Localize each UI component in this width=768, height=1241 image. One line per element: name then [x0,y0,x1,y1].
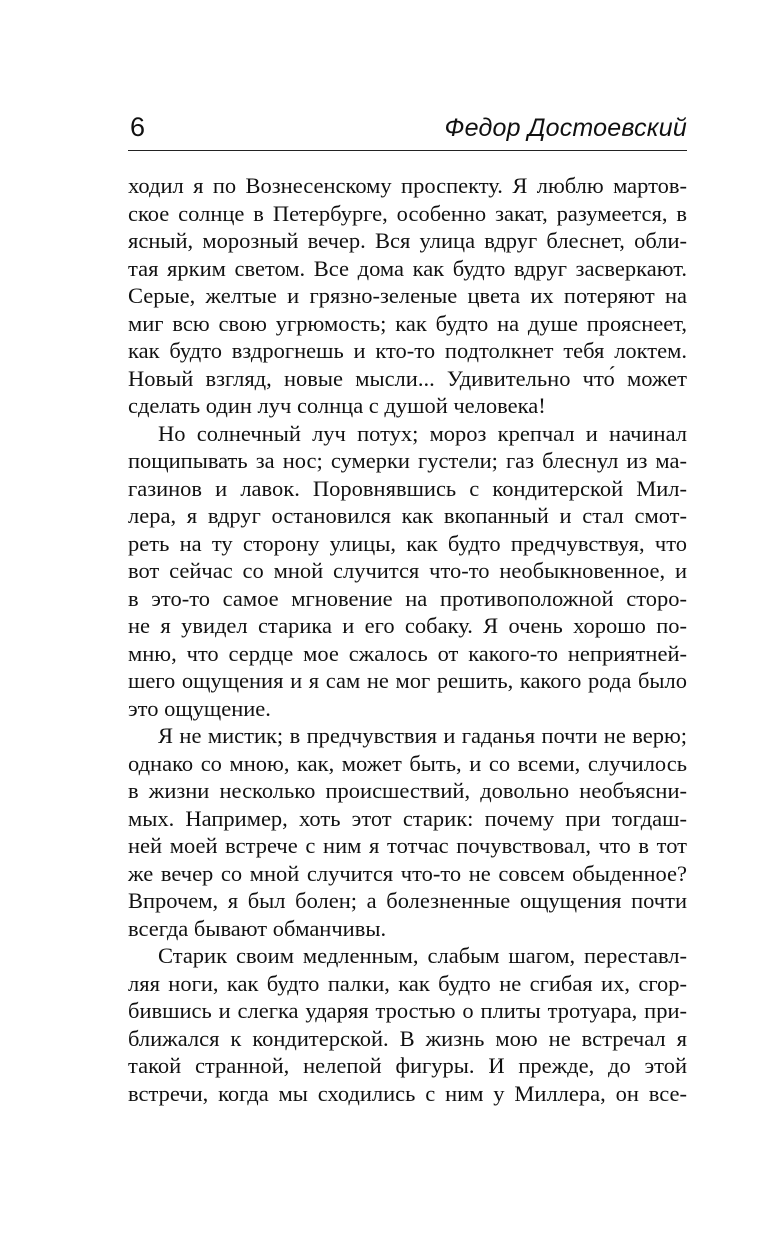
text-line: пощипывать за нос; сумерки густели; газ блеснул из ма- [128,448,687,473]
text-line: в жизни несколько происшествий, довольно необъясни- [128,778,687,803]
text-line: лера, я вдруг остановился как вкопанный и стал смот- [128,503,687,528]
text-line: бившись и слегка ударяя тростью о плиты тротуара, при- [128,998,687,1023]
text-line: шего ощущения и я сам не мог решить, какого рода было [128,668,687,693]
text-line: Впрочем, я был болен; а болезненные ощущения почти [128,888,687,913]
text-line: ней моей встрече с ним я тотчас почувствовал, что в тот [128,833,687,858]
page-number: 6 [130,112,146,142]
text-line: ближался к кондитерской. В жизнь мою не встречал я [128,1025,687,1051]
text-line: однако со мною, как, может быть, и со всеми, случилось [128,750,687,776]
text-line: реть на ту сторону улицы, как будто предчувствуя, что [128,530,687,556]
text-line: Я не мистик; в предчувствия и гаданья почти не верю; [158,723,687,748]
paragraph [128,172,687,420]
text-line: как будто вздрогнешь и кто-то подтолкнет тебя локтем. [128,338,687,363]
text-line: это ощущение. [128,695,271,721]
text-line: ходил я по Вознесенскому проспекту. Я люблю мартов- [128,173,687,198]
text-line: газинов и лавок. Поровнявшись с кондитерской Мил- [128,475,687,501]
text-line: же вечер со мной случится что-то не совсем обыденное? [128,860,687,886]
paragraph [128,420,687,723]
text-line: в это-то самое мгновение на противоположной сторо- [128,585,687,611]
paragraph [128,722,687,942]
text-line: миг всю свою угрюмость; как будто на душе прояснеет, [128,310,687,336]
text-line: такой странной, нелепой фигуры. И прежде, до этой [128,1053,687,1078]
text-line: всегда бывают обманчивы. [128,915,387,941]
text-line: тая ярким светом. Все дома как будто вдруг засверкают. [128,255,687,281]
text-line: сделать один луч солнца с душой человека! [128,393,546,418]
running-header [128,106,687,151]
text-line: Новый взгляд, новые мысли... Удивительно что́ может [128,365,687,391]
text-line: Старик своим медленным, слабым шагом, переставл- [158,943,687,968]
paragraph [128,942,687,1107]
body-text [128,172,687,1107]
text-line: не я увидел старика и его собаку. Я очень хорошо по- [128,613,687,638]
text-line: ляя ноги, как будто палки, как будто не сгибая их, сгор- [128,970,687,996]
text-line: Серые, желтые и грязно-зеленые цвета их потеряют на [128,283,687,308]
text-line: мых. Например, хоть этот старик: почему при тогдаш- [128,805,687,831]
text-line: Но солнечный луч потух; мороз крепчал и начинал [158,420,687,446]
text-line: мню, что сердце мое сжалось от какого-то неприятней- [128,640,687,666]
text-line: ское солнце в Петербурге, особенно закат, разумеется, в [128,200,687,226]
running-title: Федор Достоевский [444,114,687,142]
text-line: вот сейчас со мной случится что-то необыкновенное, и [128,558,687,583]
text-line: ясный, морозный вечер. Вся улица вдруг блеснет, обли- [128,228,687,253]
text-line: встречи, когда мы сходились с ним у Миллера, он все- [128,1080,687,1106]
